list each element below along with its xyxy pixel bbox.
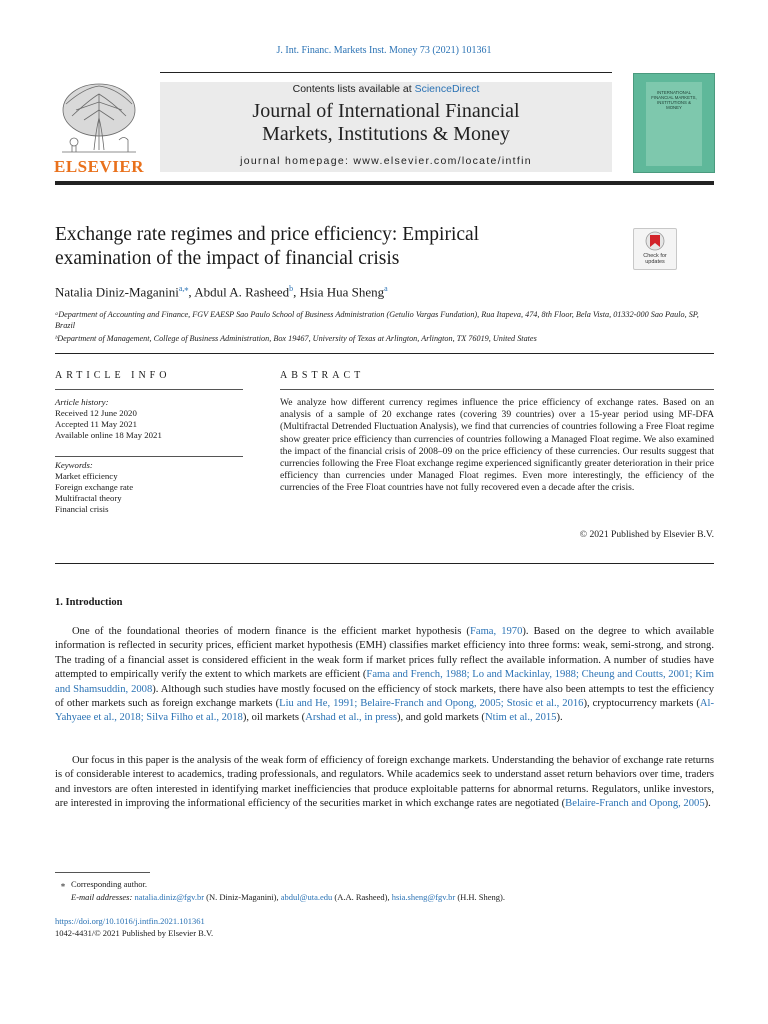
check-for-updates-label: Check for updates	[643, 253, 667, 265]
email-owner: (N. Diniz-Maganini),	[204, 892, 281, 902]
received-date: Received 12 June 2020	[55, 408, 137, 418]
journal-title-line-1: Journal of International Financial	[252, 100, 520, 122]
article-title-line-2: examination of the impact of financial crisis	[55, 248, 400, 269]
author-name[interactable]: Abdul A. Rasheed	[194, 284, 290, 300]
issn-line: 1042-4431/© 2021 Published by Elsevier B.V.	[55, 928, 214, 938]
homepage-prefix: journal homepage:	[240, 155, 354, 167]
affiliation-b: ᵇDepartment of Management, College of Business Administration, Box 19467, University of Texas at Arlington, Arlington, TX 76019, United States	[55, 334, 537, 343]
header-thick-rule	[55, 181, 714, 185]
citation-link[interactable]: Arshad et al., in press	[305, 712, 397, 724]
abstract-copyright: © 2021 Published by Elsevier B.V.	[579, 529, 714, 540]
cover-panel	[646, 82, 702, 166]
email-owner: (H.H. Sheng).	[455, 892, 506, 902]
author-list: Natalia Diniz-Maganini$^{a,⁎}$, Abdul A. Rasheed$^b$, Hsia Hua Sheng$^a$	[55, 284, 388, 300]
email-link[interactable]: abdul@uta.edu	[280, 892, 333, 902]
keywords-rule	[55, 456, 243, 457]
contents-line	[160, 82, 612, 96]
author-name[interactable]: Hsia Hua Sheng	[299, 284, 385, 300]
article-title	[55, 223, 615, 271]
section-heading-introduction: 1. Introduction	[55, 597, 123, 608]
email-link[interactable]: hsia.sheng@fgv.br	[391, 892, 456, 902]
article-info-rule	[55, 389, 243, 390]
journal-title	[160, 100, 612, 146]
citation-link[interactable]: Fama, 1970	[469, 626, 523, 637]
intro-paragraph-2	[55, 754, 714, 812]
journal-cover-image[interactable]	[633, 73, 715, 173]
cover-text: INTERNATIONAL FINANCIAL MARKETS, INSTITUTIONS & MONEY	[651, 90, 697, 110]
paragraph-text: ).	[704, 798, 711, 810]
keywords-block	[55, 460, 243, 515]
affiliations-rule	[55, 353, 714, 354]
elsevier-tree-icon	[54, 80, 144, 156]
article-history	[55, 397, 243, 441]
keywords-label: Keywords:	[55, 460, 93, 470]
author-affiliation-marker[interactable]: a,⁎	[178, 284, 189, 293]
article-info-heading: ARTICLE INFO	[55, 370, 171, 381]
homepage-url[interactable]: www.elsevier.com/locate/intfin	[353, 155, 532, 167]
citation-link[interactable]: Ntim et al., 2015	[484, 712, 557, 724]
paragraph-text: ), oil markets (	[242, 712, 306, 724]
contents-prefix: Contents lists available at	[292, 83, 415, 95]
history-label: Article history:	[55, 397, 109, 407]
email-owner: (A.A. Rasheed),	[332, 892, 392, 902]
header-top-rule	[160, 72, 612, 73]
email-label: E-mail addresses:	[71, 892, 135, 902]
abstract-text: We analyze how different currency regimes influence the price efficiency of exchange rates. Based on an analysis of a sample of 20 exchange rates (covering 39 countries) over a 15-year period using MF-DFA (Multifractal Detrended Fluctuation Analysis), we find that currencies of countries following a Free Float regime show greater price efficiency than currencies of countries following a Managed Float regime. We also examined the impact of the financial crisis of 2008–09 on the price efficiency of these currencies. Our results suggest that currencies following the Free Float exchange regime experienced significantly greater deterioration in their price efficiency than currencies under Managed Float regimes. Even more interestingly, the efficiency of the currencies of the Free Float countries have not fully recovered even a decade after the crisis.	[280, 397, 714, 494]
keyword: Foreign exchange rate	[55, 482, 134, 492]
intro-paragraph-1	[55, 625, 714, 726]
paragraph-text: ).	[556, 712, 563, 724]
paragraph-text: ). Based on the degree to which available information is reflected in security prices, efficient market hypothesis (EMH) classifies market efficiency into three forms: weak, semi-strong, and strong. The trading of a financial asset is considered efficient in the weak form if market prices fully reflect the available information. A number of studies have attempted to empirically verify the extent to which markets are efficient (	[55, 626, 714, 681]
journal-homepage	[160, 155, 612, 167]
citation-link[interactable]: Liu and He, 1991; Belaire-Franch and Opong, 2005; Stosic et al., 2016	[279, 698, 584, 710]
footnote-rule	[55, 872, 150, 873]
author-affiliation-marker[interactable]: a	[384, 284, 388, 293]
paragraph-text: One of the foundational theories of modern finance is the efficient market hypothesis (	[72, 626, 470, 637]
keyword: Financial crisis	[55, 504, 109, 514]
accepted-date: Accepted 11 May 2021	[55, 419, 137, 429]
citation-link[interactable]: Al-Yahyaee et al., 2018; Silva Filho et al., 2018	[55, 698, 714, 724]
paragraph-text: ), cryptocurrency markets (	[583, 698, 700, 710]
affiliation-a: ᵃDepartment of Accounting and Finance, FGV EAESP Sao Paulo School of Business Administration (Getulio Vargas Fundation), Rua Itapeva, 474, 8th Floor, Bela Vista, 01332-000 Sao Paulo, SP, Brazil	[55, 310, 699, 330]
paragraph-text: ), and gold markets (	[397, 712, 485, 724]
citation-link[interactable]: Belaire-Franch and Opong, 2005	[565, 798, 705, 810]
corresponding-marker: ⁎	[60, 879, 66, 889]
journal-title-line-2: Markets, Institutions & Money	[262, 123, 510, 145]
author-affiliation-marker[interactable]: b	[289, 284, 294, 293]
abstract-heading: ABSTRACT	[280, 370, 365, 381]
author-name[interactable]: Natalia Diniz-Maganini	[55, 284, 179, 300]
journal-citation[interactable]: J. Int. Financ. Markets Inst. Money 73 (2021) 101361	[276, 45, 492, 56]
email-addresses	[55, 891, 715, 903]
elsevier-wordmark: ELSEVIER	[54, 157, 144, 176]
keyword: Multifractal theory	[55, 493, 122, 503]
article-title-line-1: Exchange rate regimes and price efficiency: Empirical	[55, 224, 480, 245]
corresponding-text: Corresponding author.	[71, 879, 148, 889]
citation-link[interactable]: Fama and French, 1988; Lo and Mackinlay, 1988; Cheung and Coutts, 2001; Kim and Shamsuddin, 2008	[55, 669, 714, 695]
check-for-updates-button[interactable]	[633, 228, 677, 270]
email-link[interactable]: natalia.diniz@fgv.br	[134, 892, 205, 902]
paragraph-text: ). Although such studies have mostly focused on the efficiency of stock markets, there have also been attempts to test the efficiency of other markets such as foreign exchange markets (	[55, 683, 714, 710]
abstract-end-rule	[55, 563, 714, 564]
online-date: Available online 18 May 2021	[55, 430, 162, 440]
abstract-rule	[280, 389, 714, 390]
sciencedirect-link[interactable]: ScienceDirect	[414, 83, 480, 95]
doi-link[interactable]: https://doi.org/10.1016/j.intfin.2021.101361	[55, 916, 205, 926]
corresponding-author-note	[55, 878, 715, 890]
keyword: Market efficiency	[55, 471, 118, 481]
bookmark-icon	[634, 229, 676, 253]
paragraph-text: Our focus in this paper is the analysis of the weak form of efficiency of foreign exchange markets. Understanding the behavior of exchange rate returns is of considerable interest to academics, trading professionals, and regulators. While academics seek to understand asset return behaviors over time, traders and investors are often interested in identifying market inefficiencies that produce exploitable patterns for abnormal returns. Regulators, unlike investors, are interested in improving the informational efficiency of the securities market in which exchange rates are negotiated (	[55, 755, 714, 810]
